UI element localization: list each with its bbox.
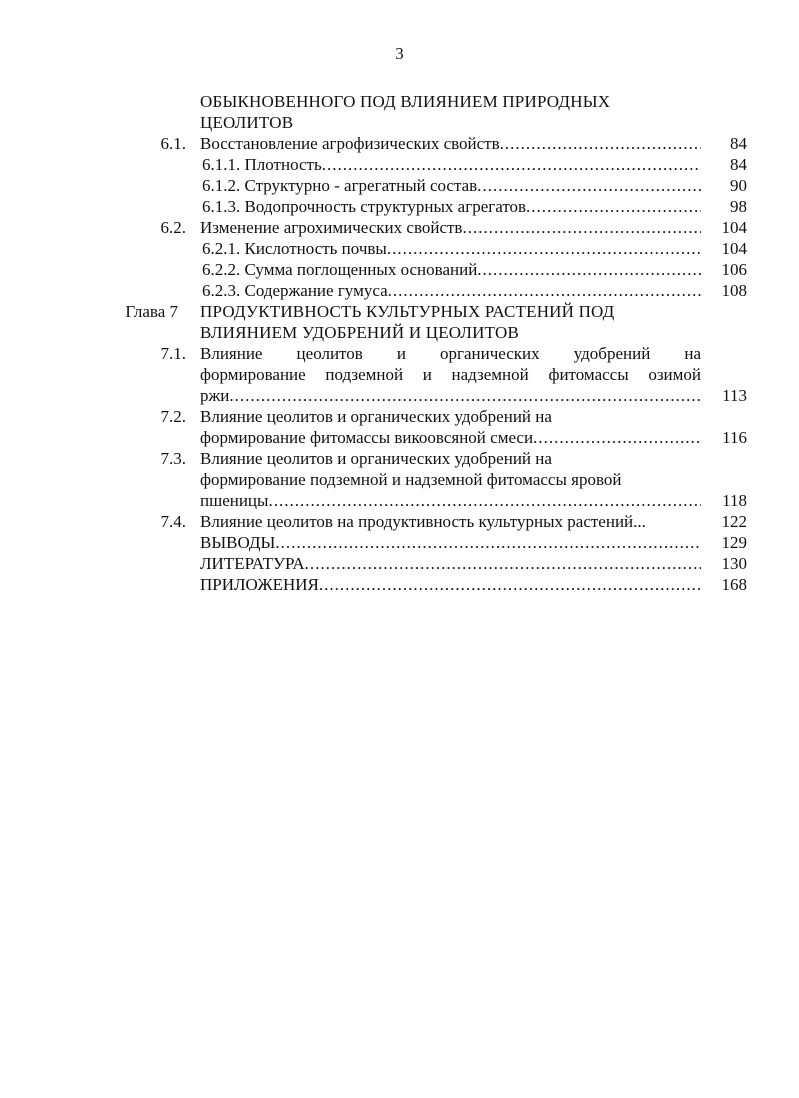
toc-chapter-num: Глава 7 [125,302,178,321]
toc-entry-literature[interactable] [0,553,799,574]
toc-entry-7-3-line2 [0,469,799,490]
toc-title: Восстановление агрофизических свойств [200,134,500,153]
table-of-contents [0,91,799,595]
toc-entry-6-1[interactable] [0,133,799,154]
toc-entry-7-3[interactable] [0,448,799,469]
toc-page: 90 [730,176,747,195]
toc-entry-6-2-2[interactable] [0,259,799,280]
toc-entry-6-2-3[interactable] [0,280,799,301]
toc-title: 6.2.3. Содержание гумуса [202,281,388,300]
toc-page: 104 [721,239,747,258]
toc-title-line: формирование подземной и надземной фитомассы яровой [200,470,622,489]
toc-num: 7.2. [160,407,186,426]
toc-title-line: Влияние цеолитов и органических удобрений на [200,344,701,363]
heading-line: ОБЫКНОВЕННОГО ПОД ВЛИЯНИЕМ ПРИРОДНЫХ [200,92,611,111]
dot-leader [477,175,701,196]
toc-title-line: пшеницы [200,491,269,510]
toc-chapter-7[interactable] [0,301,799,322]
chapter-title-line: ВЛИЯНИЕМ УДОБРЕНИЙ И ЦЕОЛИТОВ [200,323,520,342]
chapter-title-line: ПРОДУКТИВНОСТЬ КУЛЬТУРНЫХ РАСТЕНИЙ ПОД [200,302,615,321]
toc-page: 106 [721,260,747,279]
dot-leader [322,154,701,175]
toc-title: 6.2.1. Кислотность почвы [202,239,387,258]
toc-entry-6-1-2[interactable] [0,175,799,196]
toc-title: ВЫВОДЫ [200,533,276,552]
toc-title: 6.1.1. Плотность [202,155,322,174]
dot-leader [305,553,701,574]
toc-entry-6-2-1[interactable] [0,238,799,259]
toc-entry-7-1[interactable] [0,343,799,364]
heading-line: ЦЕОЛИТОВ [200,113,294,132]
toc-num: 7.4. [160,512,186,531]
toc-title: Влияние цеолитов на продуктивность культурных растений... [200,512,646,531]
toc-title-line: Влияние цеолитов и органических удобрений на [200,407,552,426]
toc-page: 84 [730,155,747,174]
dot-leader [229,385,701,406]
toc-entry-6-1-1[interactable] [0,154,799,175]
toc-title-line: Влияние цеолитов и органических удобрений на [200,449,552,468]
toc-entry-6-1-3[interactable] [0,196,799,217]
toc-title: 6.1.2. Структурно - агрегатный состав [202,176,478,195]
toc-page: 168 [721,575,747,594]
page-number: 3 [395,44,404,63]
toc-page: 130 [721,554,747,573]
toc-title-line: формирование подземной и надземной фитомассы озимой [200,365,701,384]
dot-leader [500,133,701,154]
toc-page: 108 [721,281,747,300]
toc-title-line: ржи [200,386,230,405]
toc-title: 6.1.3. Водопрочность структурных агрегатов [202,197,527,216]
toc-heading-continued-line2 [0,112,799,133]
toc-title: ПРИЛОЖЕНИЯ [200,575,319,594]
dot-leader [268,490,701,511]
toc-title-line: формирование фитомассы викоовсяной смеси [200,428,534,447]
toc-entry-appendices[interactable] [0,574,799,595]
dot-leader [319,574,701,595]
toc-entry-conclusions[interactable] [0,532,799,553]
dot-leader [388,280,701,301]
toc-entry-7-1-line3 [0,385,799,406]
dot-leader [477,259,701,280]
toc-title: Изменение агрохимических свойств [200,218,463,237]
toc-page: 129 [721,533,747,552]
toc-page: 122 [721,512,747,531]
toc-num: 6.1. [160,134,186,153]
toc-heading-continued [0,91,799,112]
toc-entry-6-2[interactable] [0,217,799,238]
dot-leader [526,196,701,217]
toc-page: 84 [730,134,747,153]
toc-chapter-7-line2 [0,322,799,343]
toc-title: 6.2.2. Сумма поглощенных оснований [202,260,478,279]
toc-page: 116 [722,428,747,447]
toc-entry-7-4[interactable] [0,511,799,532]
toc-title: ЛИТЕРАТУРА [200,554,305,573]
toc-page: 104 [721,218,747,237]
toc-page: 98 [730,197,747,216]
dot-leader [533,427,701,448]
toc-num: 7.3. [160,449,186,468]
toc-entry-7-1-line2 [0,364,799,385]
toc-num: 6.2. [160,218,186,237]
dot-leader [275,532,701,553]
toc-entry-7-3-line3 [0,490,799,511]
toc-page: 118 [722,491,747,510]
dot-leader [462,217,701,238]
toc-entry-7-2[interactable] [0,406,799,427]
toc-page: 113 [722,386,747,405]
toc-entry-7-2-line2 [0,427,799,448]
toc-num: 7.1. [160,344,186,363]
dot-leader [387,238,701,259]
